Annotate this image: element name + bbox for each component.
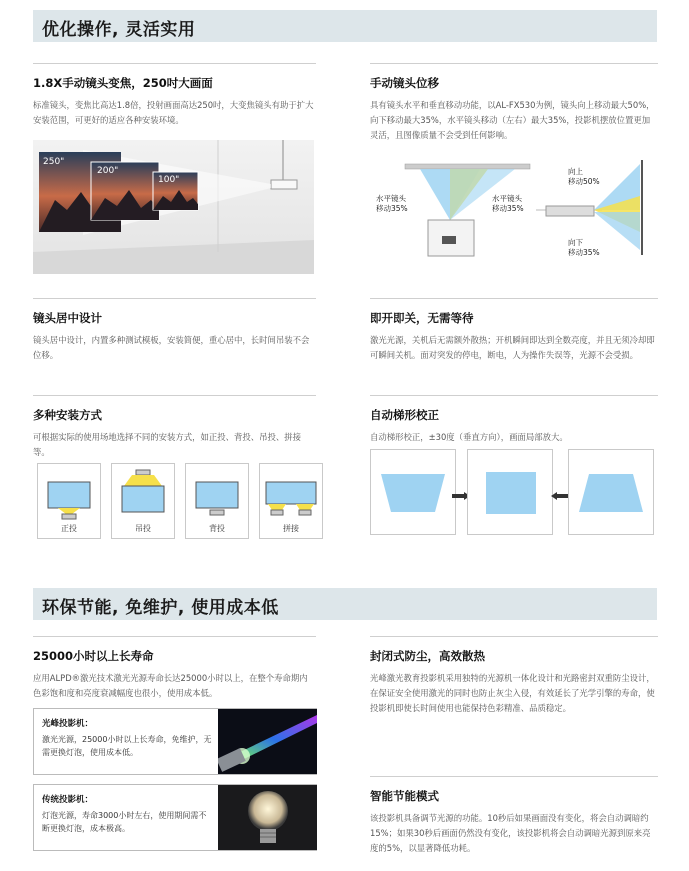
section-title: 智能节能模式: [370, 789, 439, 803]
section-title: 镜头居中设计: [33, 311, 102, 325]
divider: [33, 63, 316, 64]
divider: [33, 395, 316, 396]
section-title: 即开即关，无需等待: [370, 311, 474, 325]
divider: [370, 298, 658, 299]
section-text: 自动梯形校正，±30度（垂直方向），画面局部放大。: [370, 432, 568, 442]
section-title: 多种安装方式: [33, 408, 102, 422]
banner-title: 环保节能, 免维护, 使用成本低: [42, 598, 279, 618]
section-title: 1.8X手动镜头变焦，250吋大画面: [33, 76, 213, 90]
section-lens-shift: [370, 63, 658, 143]
shift-up-label: 向上 移动50%: [568, 167, 600, 186]
size-label-200: 200": [97, 166, 119, 176]
section-eco-mode: [370, 776, 658, 856]
install-ceiling-panel: [111, 463, 175, 539]
section-banner-eco: [33, 588, 657, 620]
install-front-panel: [37, 463, 101, 539]
lens-shift-diagram: [370, 150, 658, 270]
callout-title: 传统投影机：: [42, 795, 94, 805]
section-title: 手动镜头位移: [370, 76, 439, 90]
divider: [370, 776, 658, 777]
section-text: 光峰激光教育投影机采用独特的光源机一体化设计和光路密封双重防尘设计，在保证安全使用激光的同时也防止灰尘入侵，有效延长了光学引擎的寿命，使投影机即使长时间使用也能保持色彩精准、品质稳定。: [370, 673, 655, 713]
section-title: 自动梯形校正: [370, 408, 439, 422]
install-mode-label: 正投: [61, 524, 77, 533]
section-text: 应用ALPD®激光技术激光光源寿命长达25000小时以上，在整个寿命期内色彩饱和度和亮度衰减幅度也很小，使用成本低。: [33, 673, 308, 698]
section-center-design: [33, 298, 316, 363]
divider: [370, 63, 658, 64]
shift-left-label: 水平镜头 移动35%: [376, 194, 408, 213]
zoom-room-image: [33, 140, 314, 274]
install-rear-panel: [185, 463, 249, 539]
install-mode-label: 拼接: [283, 524, 299, 533]
arrow-left-icon: [551, 485, 569, 493]
install-mode-label: 背投: [209, 524, 225, 533]
section-text: 可根据实际的使用场地选择不同的安装方式，如正投、背投、吊投、拼接等。: [33, 432, 301, 457]
shift-right-label: 水平镜头 移动35%: [492, 194, 524, 213]
section-keystone: [370, 395, 658, 445]
section-text: 激光光源，关机后无需额外散热；开机瞬间即达到全数亮度，并且无须冷却即可瞬间关机。面对突发的停电，断电，人为操作失误等，光源不会受损。: [370, 335, 655, 360]
keystone-before-panel: [370, 449, 456, 535]
section-title: 封闭式防尘，高效散热: [370, 649, 485, 663]
install-blend-panel: [259, 463, 323, 539]
divider: [370, 395, 658, 396]
divider: [33, 298, 316, 299]
divider: [370, 636, 658, 637]
light-bulb-image: [218, 785, 317, 850]
section-instant-on: [370, 298, 658, 363]
section-text: 具有镜头水平和垂直移动功能，以AL-FX530为例，镜头向上移动最大50%，向下移动最大35%，水平镜头移动（左右）最大35%，投影机摆放位置更加灵活，且图像质量不会受到任何影响。: [370, 100, 655, 140]
section-zoom: [33, 63, 316, 128]
size-label-250: 250": [43, 157, 65, 167]
section-sealed-dust: [370, 636, 658, 716]
callout-title: 光峰投影机：: [42, 719, 94, 729]
size-label-100: 100": [158, 175, 180, 185]
banner-title: 优化操作, 灵活实用: [42, 20, 196, 40]
section-text: 标准镜头，变焦比高达1.8倍，投射画面高达250吋，大变焦镜头有助于扩大安装范围，可更好的适应各种安装环境。: [33, 100, 314, 125]
divider: [33, 636, 316, 637]
laser-beam-image: [218, 709, 317, 774]
keystone-after-panel: [568, 449, 654, 535]
section-banner-optimize: [33, 10, 657, 42]
section-install-modes: [33, 395, 316, 460]
section-long-life: [33, 636, 316, 701]
section-text: 镜头居中设计，内置多种测试模板，安装简便，重心居中，长时间吊装不会位移。: [33, 335, 310, 360]
lamp-projector-callout: [33, 784, 317, 851]
callout-text: 灯泡光源，寿命3000小时左右，使用期间需不断更换灯泡，成本极高。: [42, 811, 207, 833]
callout-text: 激光光源，25000小时以上长寿命，免维护，无需更换灯泡，使用成本低。: [42, 735, 212, 757]
install-mode-label: 吊投: [135, 524, 151, 533]
keystone-corrected-panel: [467, 449, 553, 535]
section-title: 25000小时以上长寿命: [33, 649, 154, 663]
shift-down-label: 向下 移动35%: [568, 238, 600, 257]
section-text: 该投影机具备调节光源的功能。10秒后如果画面没有变化，将会自动调暗约15%；如果30秒后画面仍然没有变化，该投影机将会自动调暗光源到原来亮度的5%，以显著降低功耗。: [370, 813, 651, 853]
laser-projector-callout: [33, 708, 317, 775]
